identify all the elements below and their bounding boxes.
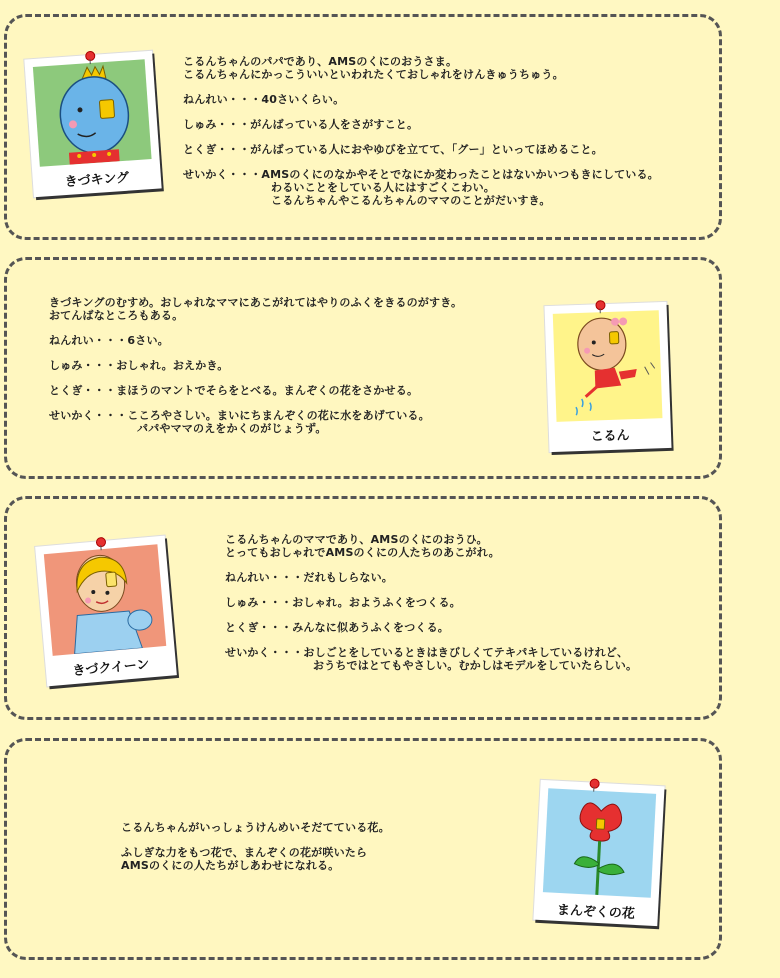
pin-icon — [590, 779, 598, 787]
intro-line: AMSのくにの人たちがしあわせになれる。 — [121, 859, 340, 872]
photo-korun — [544, 302, 671, 452]
pin-icon — [596, 301, 604, 309]
card-flower — [4, 738, 722, 960]
hobby-line: しゅみ・・・おしゃれ。おえかき。 — [49, 359, 229, 372]
intro-line: こるんちゃんにかっこういいといわれたくておしゃれをけんきゅうちゅう。 — [183, 68, 564, 81]
skill-line: とくぎ・・・がんばっている人におやゆびを立てて、「グー」といってほめること。 — [183, 143, 603, 156]
photo-caption: まんぞくの花 — [556, 902, 636, 922]
photo-caption: こるん — [590, 428, 630, 445]
card-kiduking — [4, 14, 722, 240]
age-line: ねんれい・・・だれもしらない。 — [225, 571, 393, 584]
korun-illustration — [553, 310, 663, 422]
skill-line: とくぎ・・・みんなに似あうふくをつくる。 — [225, 621, 449, 634]
intro-line: ふしぎな力をもつ花で、まんぞくの花が咲いたら — [121, 846, 368, 859]
intro-line: とってもおしゃれでAMSのくにの人たちのあこがれ。 — [225, 546, 500, 559]
korun-description — [49, 296, 462, 447]
personality-line: わるいことをしている人にはすごくこわい。 — [271, 181, 495, 194]
kiduking-illustration — [33, 59, 152, 167]
photo-caption: きづクイーン — [71, 657, 151, 680]
photo-flower — [533, 780, 664, 926]
kiduqueen-illustration — [44, 544, 166, 656]
hobby-line: しゅみ・・・がんばっている人をさがすこと。 — [183, 118, 419, 131]
card-kiduqueen — [4, 496, 722, 720]
intro-line: こるんちゃんのパパであり、AMSのくにのおうさま。 — [183, 55, 458, 68]
intro-line: こるんちゃんがいっしょうけんめいそだてている花。 — [121, 821, 390, 834]
intro-line: こるんちゃんのママであり、AMSのくにのおうひ。 — [225, 533, 488, 546]
age-line: ねんれい・・・40さいくらい。 — [183, 93, 345, 106]
personality-line: おうちではとてもやさしい。むかしはモデルをしていたらしい。 — [313, 659, 638, 672]
skill-line: とくぎ・・・まほうのマントでそらをとべる。まんぞくの花をさかせる。 — [49, 384, 419, 397]
personality-line: せいかく・・・AMSのくにのなかやそとでなにか変わったことはないかいつもきにしている。 — [183, 168, 659, 181]
photo-kiduking — [24, 51, 161, 198]
card-korun — [4, 257, 722, 479]
flower-illustration — [543, 788, 656, 898]
photo-caption: きづキング — [64, 170, 130, 191]
pin-icon — [86, 52, 95, 61]
personality-line: せいかく・・・こころやさしい。まいにちまんぞくの花に水をあげている。 — [49, 409, 430, 422]
kiduqueen-description — [225, 533, 637, 684]
photo-kiduqueen — [35, 536, 177, 687]
flower-description — [121, 821, 390, 884]
kiduking-description — [183, 55, 659, 219]
intro-line: きづキングのむすめ。おしゃれなママにあこがれてはやりのふくをきるのがすき。 — [49, 296, 463, 309]
personality-line: せいかく・・・おしごとをしているときはきびしくてテキパキしているけれど、 — [225, 646, 629, 659]
age-line: ねんれい・・・6さい。 — [49, 334, 169, 347]
personality-line: パパやママのえをかくのがじょうず。 — [137, 422, 327, 435]
hobby-line: しゅみ・・・おしゃれ。おようふくをつくる。 — [225, 596, 461, 609]
pin-icon — [97, 538, 106, 547]
personality-line: こるんちゃんやこるんちゃんのママのことがだいすき。 — [271, 194, 551, 207]
intro-line: おてんばなところもある。 — [49, 309, 184, 322]
